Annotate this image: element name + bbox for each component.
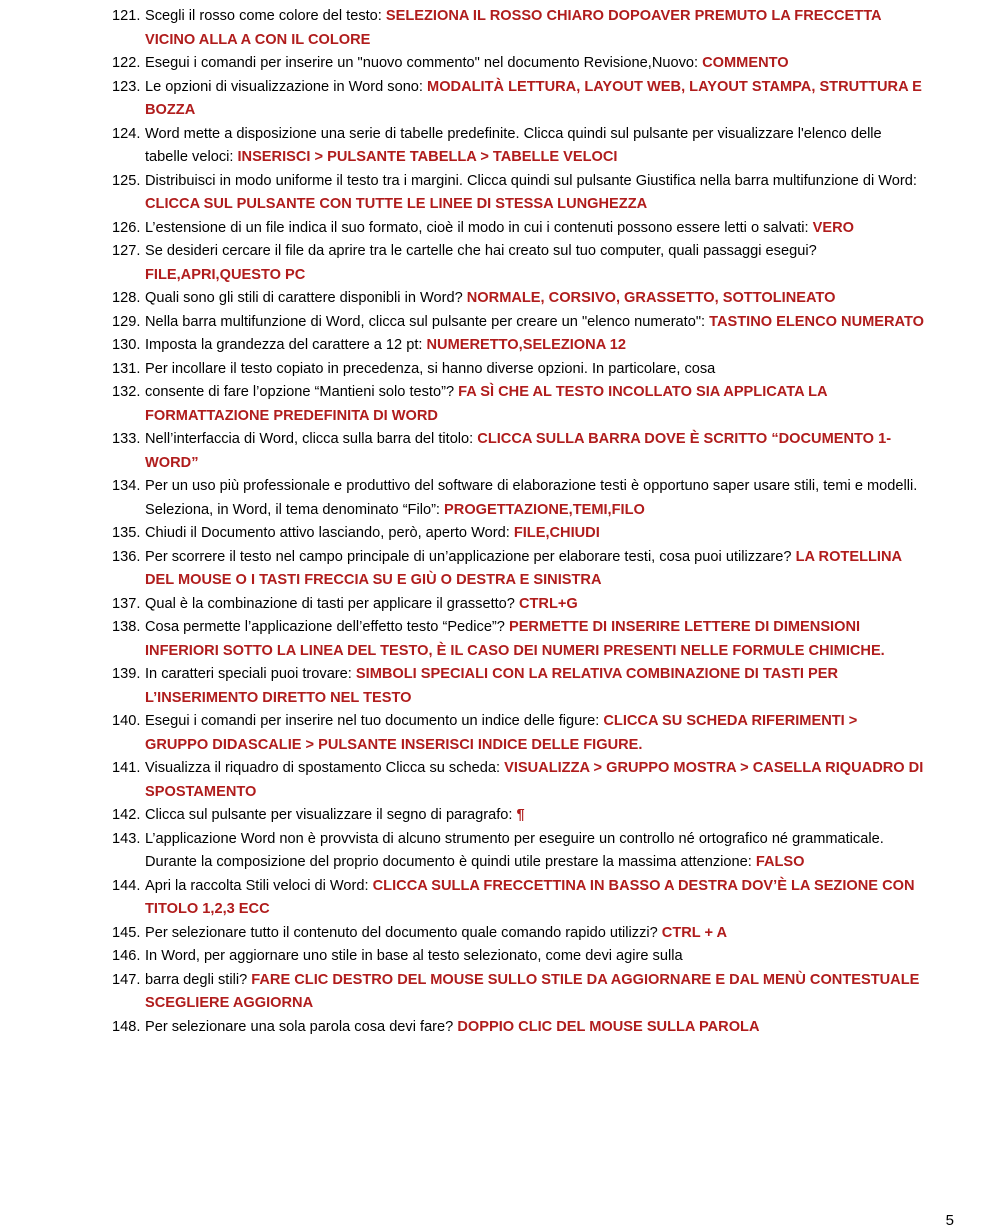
- answer-text: CLICCA SUL PULSANTE CON TUTTE LE LINEE DI STESSA LUNGHEZZA: [145, 196, 648, 212]
- answer-text: FALSO: [755, 854, 805, 870]
- item-body: [145, 5, 924, 52]
- item-number: 124.: [112, 125, 141, 142]
- item-body: [145, 522, 924, 546]
- list-item: [112, 1016, 924, 1040]
- question-text: In Word, per aggiornare uno stile in base al testo selezionato, come devi agire sulla: [145, 948, 683, 964]
- question-text: Le opzioni di visualizzazione in Word sono:: [145, 78, 428, 95]
- list-item: [112, 546, 924, 593]
- list-item: [112, 616, 924, 663]
- item-body: [145, 240, 924, 287]
- answer-text: CLICCA SULLA BARRA DOVE È SCRITTO “DOCUMENTO 1-WORD”: [145, 431, 892, 471]
- item-body: [145, 1016, 924, 1040]
- answer-text: NUMERETTO,SELEZIONA 12: [426, 337, 626, 353]
- answer-text: ¶: [516, 807, 525, 823]
- answer-text: CTRL+G: [518, 595, 578, 612]
- list-item: [112, 217, 924, 241]
- item-number: 135.: [112, 525, 141, 541]
- item-body: [145, 616, 924, 663]
- item-number: 139.: [112, 666, 141, 682]
- item-body: [145, 875, 924, 922]
- item-number: 146.: [112, 948, 141, 964]
- question-text: Per scorrere il testo nel campo principale di un’applicazione per elaborare testi, cosa puoi utilizzare?: [145, 548, 796, 565]
- question-text: Scegli il rosso come colore del testo:: [145, 8, 386, 24]
- list-item: [112, 969, 924, 1016]
- item-body: [145, 428, 924, 475]
- item-number: 129.: [112, 313, 141, 330]
- item-number: 138.: [112, 619, 141, 635]
- item-number: 141.: [112, 760, 141, 776]
- item-body: [145, 475, 924, 522]
- answer-text: NORMALE, CORSIVO, GRASSETTO, SOTTOLINEATO: [466, 290, 836, 306]
- list-item: [112, 945, 924, 969]
- list-item: [112, 522, 924, 546]
- item-body: [145, 663, 924, 710]
- question-text: Nella barra multifunzione di Word, clicca sul pulsante per creare un "elenco numerato":: [145, 313, 710, 330]
- item-body: [145, 969, 924, 1016]
- answer-text: VISUALIZZA > GRUPPO MOSTRA > CASELLA RIQUADRO DI SPOSTAMENTO: [145, 760, 924, 800]
- item-body: [145, 593, 924, 617]
- item-number: 123.: [112, 78, 141, 95]
- list-item: [112, 240, 924, 287]
- answer-text: FILE,CHIUDI: [513, 525, 600, 541]
- list-item: [112, 381, 924, 428]
- question-text: Per incollare il testo copiato in precedenza, si hanno diverse opzioni. In particolare, cosa: [145, 360, 716, 377]
- answer-text: INSERISCI > PULSANTE TABELLA > TABELLE VELOCI: [237, 149, 618, 165]
- question-text: Visualizza il riquadro di spostamento Clicca su scheda:: [145, 760, 505, 776]
- answer-text: CLICCA SULLA FRECCETTINA IN BASSO A DESTRA DOV’È LA SEZIONE CON TITOLO 1,2,3 ECC: [145, 877, 915, 917]
- question-text: Esegui i comandi per inserire un "nuovo commento" nel documento Revisione,Nuovo:: [145, 55, 703, 71]
- item-body: [145, 757, 924, 804]
- item-number: 136.: [112, 548, 141, 565]
- answer-text: FARE CLIC DESTRO DEL MOUSE SULLO STILE DA AGGIORNARE E DAL MENÙ CONTESTUALE SCEGLIERE AGGIORNA: [145, 971, 920, 1011]
- answer-text: SELEZIONA IL ROSSO CHIARO DOPOAVER PREMUTO LA FRECCETTA VICINO ALLA A CON IL COLORE: [145, 8, 882, 48]
- question-text: Quali sono gli stili di carattere disponibli in Word?: [145, 290, 467, 306]
- question-text: Per selezionare una sola parola cosa devi fare?: [145, 1018, 458, 1035]
- item-body: [145, 123, 924, 170]
- item-number: 125.: [112, 172, 141, 189]
- list-item: [112, 875, 924, 922]
- item-number: 134.: [112, 478, 141, 494]
- answer-text: MODALITÀ LETTURA, LAYOUT WEB, LAYOUT STAMPA, STRUTTURA E BOZZA: [145, 78, 922, 118]
- item-body: [145, 358, 924, 382]
- list-item: [112, 123, 924, 170]
- item-body: [145, 381, 924, 428]
- item-number: 148.: [112, 1018, 141, 1035]
- list-item: [112, 311, 924, 335]
- item-body: [145, 828, 924, 875]
- answer-text: PERMETTE DI INSERIRE LETTERE DI DIMENSIONI INFERIORI SOTTO LA LINEA DEL TESTO, È IL CASO DEI NUMERI PRESENTI NELLE FORMULE CHIMICHE.: [145, 619, 885, 659]
- question-text: Chiudi il Documento attivo lasciando, però, aperto Word:: [145, 525, 514, 541]
- answer-text: CLICCA SU SCHEDA RIFERIMENTI > GRUPPO DIDASCALIE > PULSANTE INSERISCI INDICE DELLE FIGURE.: [145, 713, 858, 753]
- item-body: [145, 76, 924, 123]
- item-number: 143.: [112, 830, 141, 847]
- list-item: [112, 52, 924, 76]
- item-number: 140.: [112, 713, 141, 729]
- list-item: [112, 828, 924, 875]
- list-item: [112, 710, 924, 757]
- item-number: 130.: [112, 337, 141, 353]
- list-item: [112, 170, 924, 217]
- item-number: 142.: [112, 807, 141, 823]
- list-item: [112, 475, 924, 522]
- list-item: [112, 757, 924, 804]
- item-number: 131.: [112, 360, 141, 377]
- question-text: barra degli stili?: [145, 971, 252, 988]
- question-text: Cosa permette l’applicazione dell’effetto testo “Pedice”?: [145, 619, 509, 635]
- item-body: [145, 922, 924, 946]
- question-text: Clicca sul pulsante per visualizzare il segno di paragrafo:: [145, 807, 517, 823]
- question-text: L’applicazione Word non è provvista di alcuno strumento per eseguire un controllo né ortografico né grammaticale. Durante la composizione del proprio documento è quindi utile prestare la massima attenzione:: [145, 830, 884, 870]
- answer-text: CTRL + A: [661, 924, 728, 941]
- answer-text: FILE,APRI,QUESTO PC: [145, 266, 306, 283]
- list-item: [112, 428, 924, 475]
- question-text: L’estensione di un file indica il suo formato, cioè il modo in cui i contenuti possono essere letti o salvati:: [145, 219, 813, 236]
- list-item: [112, 663, 924, 710]
- question-text: Distribuisci in modo uniforme il testo tra i margini. Clicca quindi sul pulsante Giustifica nella barra multifunzione di Word:: [145, 172, 917, 189]
- question-text: In caratteri speciali puoi trovare:: [145, 666, 356, 682]
- answer-text: LA ROTELLINA DEL MOUSE O I TASTI FRECCIA SU E GIÙ O DESTRA E SINISTRA: [145, 548, 902, 588]
- question-text: Imposta la grandezza del carattere a 12 pt:: [145, 337, 427, 353]
- item-number: 128.: [112, 290, 141, 306]
- list-item: [112, 358, 924, 382]
- item-body: [145, 546, 924, 593]
- question-text: Word mette a disposizione una serie di tabelle predefinite. Clicca quindi sul pulsante per visualizzare l'elenco delle tabelle veloci:: [145, 125, 882, 165]
- list-item: [112, 76, 924, 123]
- list-item: [112, 5, 924, 52]
- item-body: [145, 287, 924, 311]
- answer-text: SIMBOLI SPECIALI CON LA RELATIVA COMBINAZIONE DI TASTI PER L’INSERIMENTO DIRETTO NEL TESTO: [145, 666, 839, 706]
- item-body: [145, 945, 924, 969]
- item-number: 132.: [112, 384, 141, 400]
- item-body: [145, 52, 924, 76]
- item-body: [145, 804, 924, 828]
- item-number: 126.: [112, 219, 141, 236]
- item-body: [145, 170, 924, 217]
- answer-text: FA SÌ CHE AL TESTO INCOLLATO SIA APPLICATA LA FORMATTAZIONE PREDEFINITA DI WORD: [145, 384, 828, 424]
- item-body: [145, 217, 924, 241]
- question-list: [112, 5, 924, 1039]
- list-item: [112, 804, 924, 828]
- item-number: 127.: [112, 243, 141, 259]
- item-body: [145, 311, 924, 335]
- page-number: 5: [945, 1212, 954, 1229]
- answer-text: PROGETTAZIONE,TEMI,FILO: [444, 501, 645, 518]
- item-number: 121.: [112, 8, 141, 24]
- item-body: [145, 334, 924, 358]
- question-text: Per un uso più professionale e produttivo del software di elaborazione testi è opportuno saper usare stili, temi e modelli. Seleziona, in Word, il tema denominato “Filo”:: [145, 478, 918, 518]
- answer-text: COMMENTO: [702, 55, 789, 71]
- item-number: 122.: [112, 55, 141, 71]
- answer-text: VERO: [812, 219, 854, 236]
- answer-text: TASTINO ELENCO NUMERATO: [709, 313, 924, 330]
- question-text: Per selezionare tutto il contenuto del documento quale comando rapido utilizzi?: [145, 924, 662, 941]
- item-number: 147.: [112, 971, 141, 988]
- question-text: Se desideri cercare il file da aprire tra le cartelle che hai creato sul tuo computer, quali passaggi esegui?: [145, 243, 817, 259]
- list-item: [112, 287, 924, 311]
- item-number: 137.: [112, 595, 141, 612]
- list-item: [112, 593, 924, 617]
- question-text: Esegui i comandi per inserire nel tuo documento un indice delle figure:: [145, 713, 604, 729]
- item-body: [145, 710, 924, 757]
- question-text: Nell’interfaccia di Word, clicca sulla barra del titolo:: [145, 431, 478, 447]
- question-text: Qual è la combinazione di tasti per applicare il grassetto?: [145, 595, 519, 612]
- question-text: consente di fare l’opzione “Mantieni solo testo”?: [145, 384, 459, 400]
- item-number: 145.: [112, 924, 141, 941]
- item-number: 144.: [112, 877, 141, 894]
- list-item: [112, 922, 924, 946]
- question-text: Apri la raccolta Stili veloci di Word:: [145, 877, 373, 894]
- item-number: 133.: [112, 431, 141, 447]
- list-item: [112, 334, 924, 358]
- answer-text: DOPPIO CLIC DEL MOUSE SULLA PAROLA: [457, 1018, 760, 1035]
